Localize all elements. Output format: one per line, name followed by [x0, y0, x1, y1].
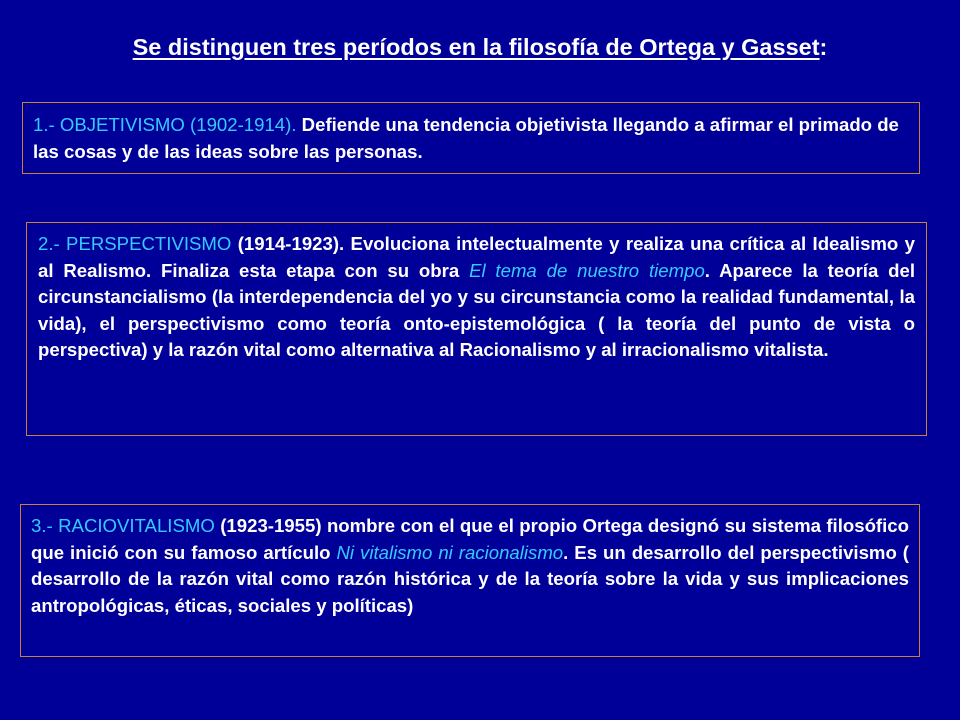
- period-text-raciovitalismo-2: . Es un desarrollo del perspectivismo ( desarrollo de la razón vital como razón histórica y de la teoría sobre la vida y sus implicaciones antropológicas, éticas, sociales y políticas): [31, 541, 909, 616]
- period-work-perspectivismo: El tema de nuestro tiempo: [469, 259, 705, 281]
- period-heading-raciovitalismo: 3.- RACIOVITALISMO: [31, 515, 215, 536]
- period-box-raciovitalismo: [20, 504, 920, 657]
- period-text-perspectivismo-2: . Aparece la teoría del circunstancialismo (la interdependencia del yo y su circunstancia como la realidad fundamental, la vida), el perspectivismo como teoría onto-epistemológica ( la teoría del punto de vista o perspectiva) y la razón vital como alternativa al Racionalismo y al irracionalismo vitalista.: [38, 259, 916, 360]
- period-text-objetivismo: Defiende una tendencia objetivista llegando a afirmar el primado de las cosas y de las ideas sobre las personas.: [33, 114, 899, 162]
- period-text-perspectivismo-1: (1914-1923). Evoluciona intelectualmente y realiza una crítica al Idealismo y al Realismo. Finaliza esta etapa con su obra: [38, 233, 915, 281]
- slide-title-colon: :: [819, 34, 828, 60]
- period-text-raciovitalismo-1: (1923-1955) nombre con el que el propio Ortega designó su sistema filosófico que inició con su famoso artículo: [31, 515, 909, 563]
- slide-title-text: Se distinguen tres períodos en la filosofía de Ortega y Gasset: [132, 34, 820, 60]
- period-work-raciovitalismo: Ni vitalismo ni racionalismo: [336, 541, 564, 563]
- slide-title: [0, 34, 960, 61]
- period-heading-objetivismo: 1.- OBJETIVISMO (1902-1914).: [33, 114, 297, 135]
- period-heading-perspectivismo: 2.- PERSPECTIVISMO: [38, 233, 232, 254]
- period-box-objetivismo: [22, 102, 920, 174]
- period-box-perspectivismo: [26, 222, 927, 436]
